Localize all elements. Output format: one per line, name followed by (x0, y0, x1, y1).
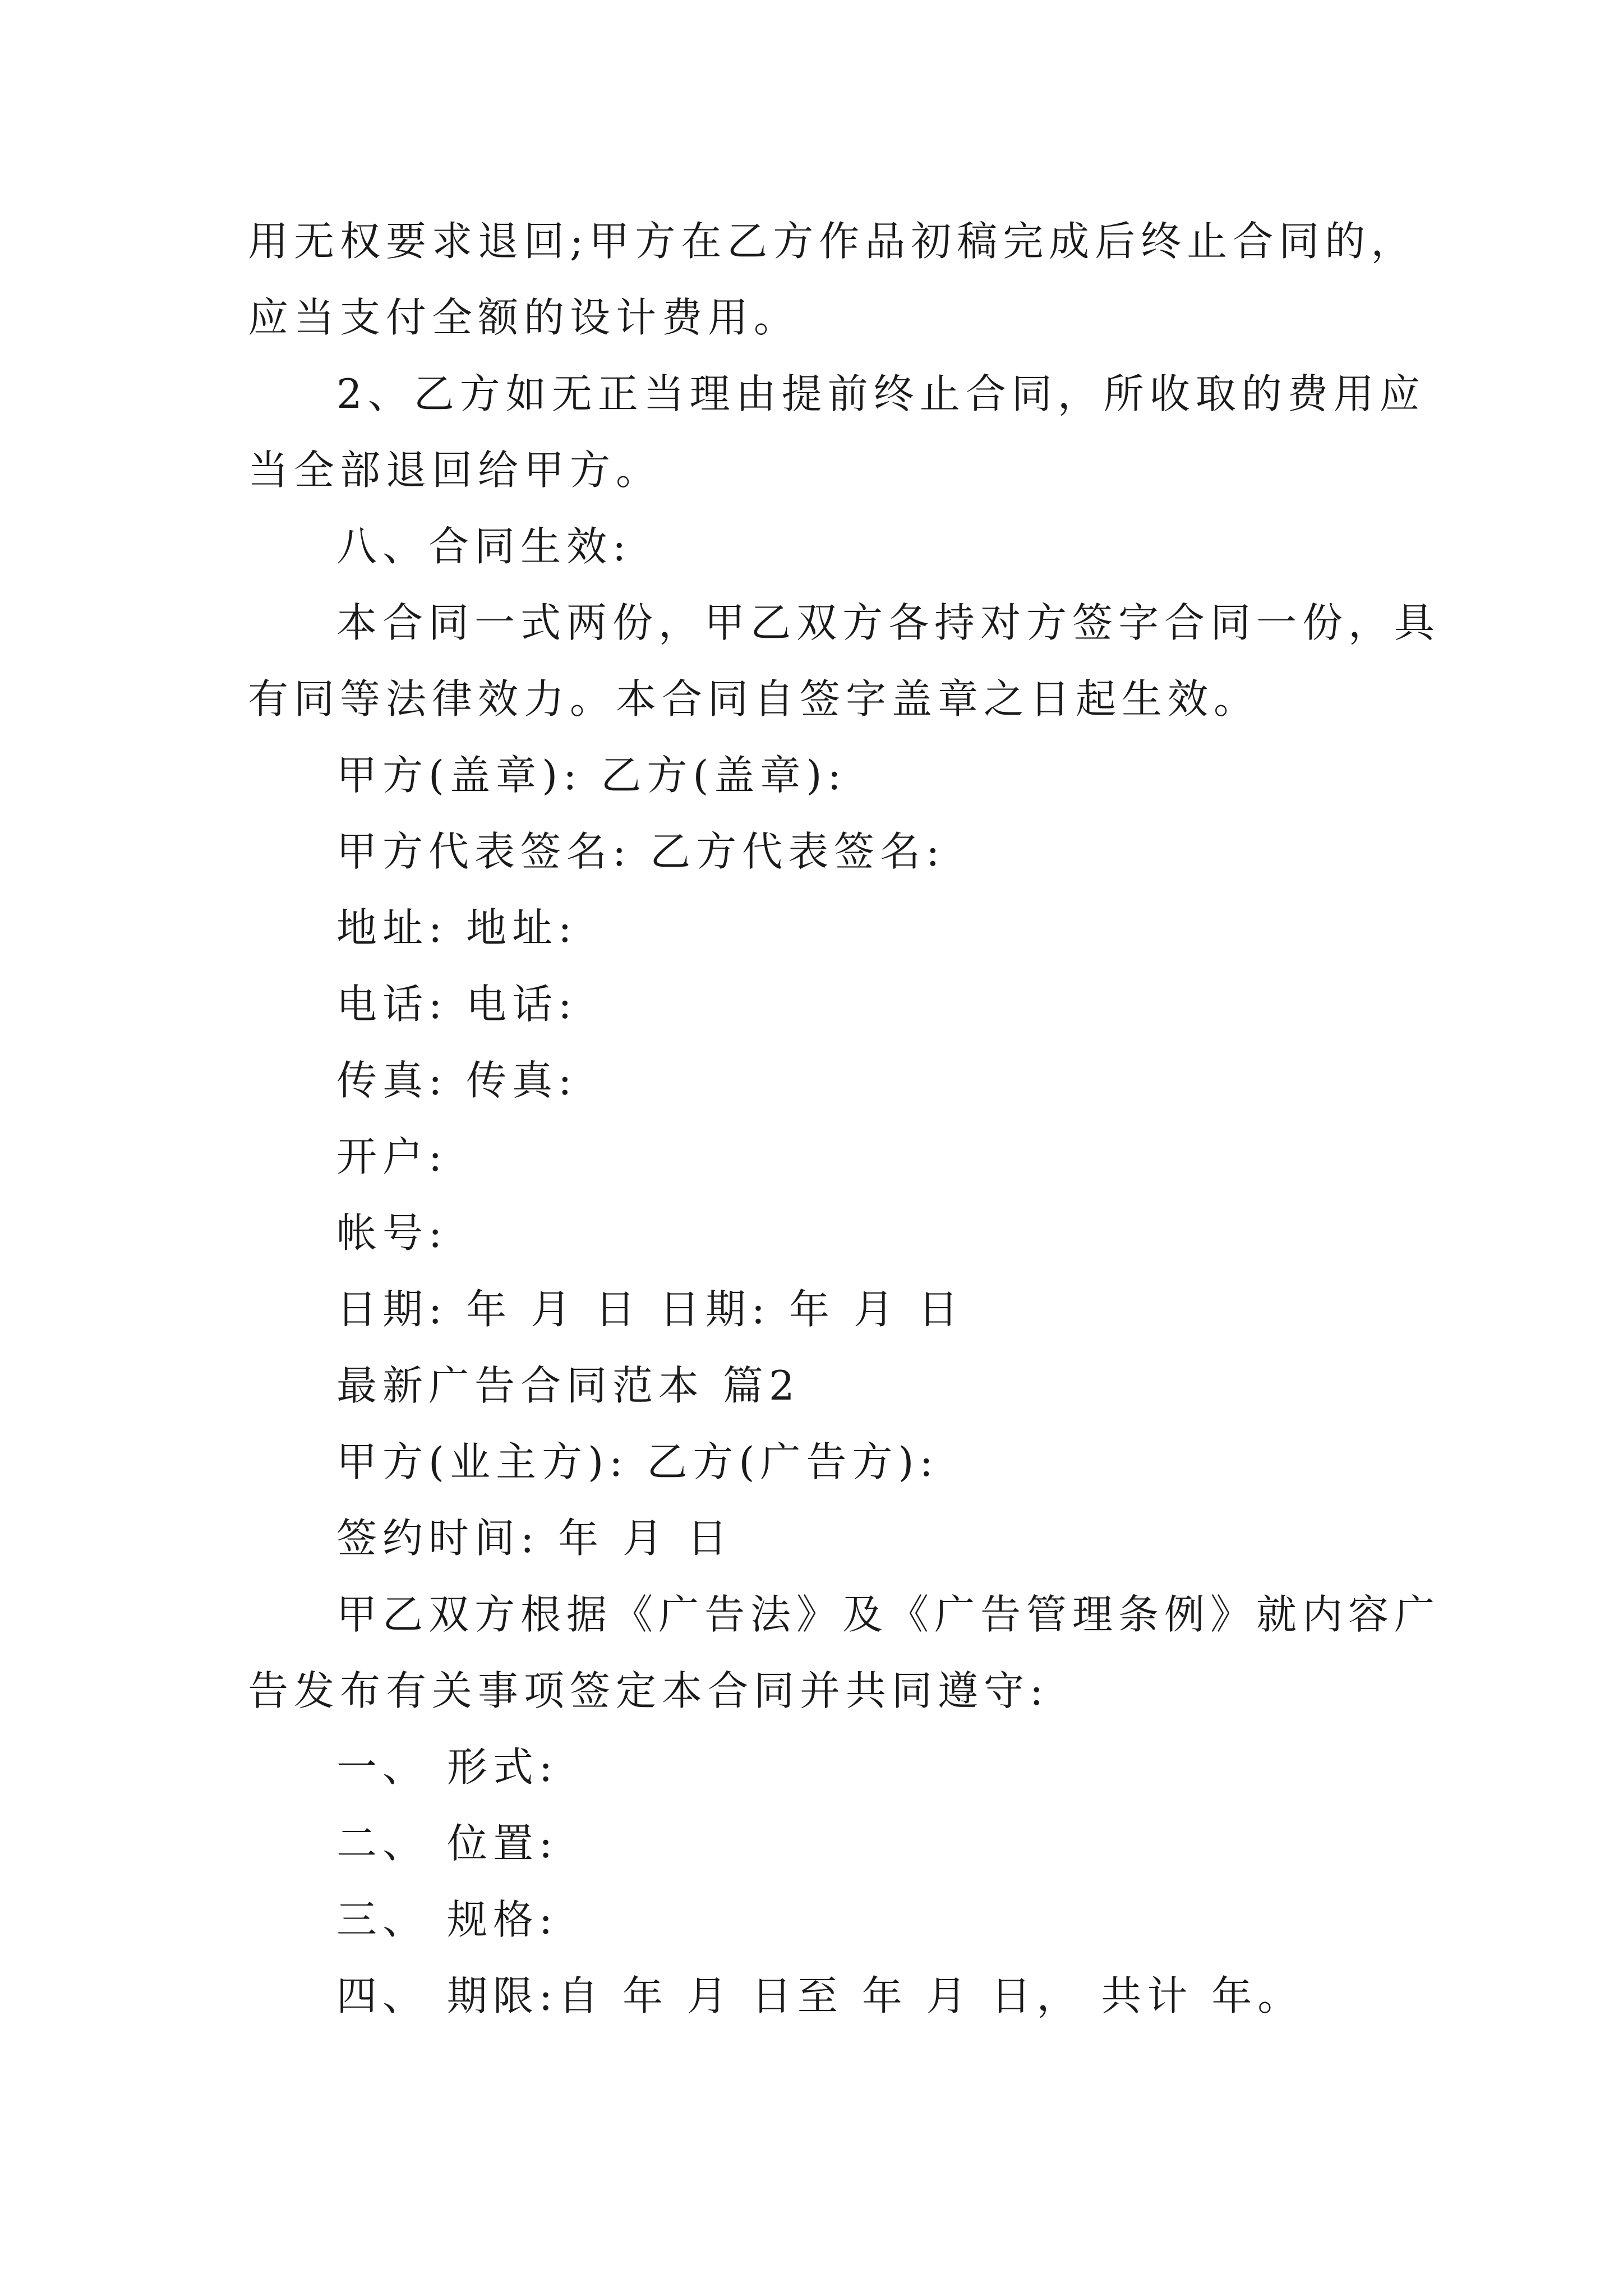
clause-line: 四、 期限:自 年 月 日至 年 月 日， 共计 年。 (336, 1972, 1304, 2019)
signing-date-line: 签约时间: 年 月 日 (336, 1515, 733, 1562)
account-line: 帐号: (336, 1209, 448, 1257)
paragraph-line: 本合同一式两份，甲乙双方各持对方签字合同一份，具 (336, 599, 1441, 646)
paragraph-line: 告发布有关事项签定本合同并共同遵守: (248, 1667, 1049, 1714)
paragraph-line: 用无权要求退回;甲方在乙方作品初稿完成后终止合同的， (248, 218, 1417, 265)
paragraph-line: 甲乙双方根据《广告法》及《广告管理条例》就内容广 (336, 1591, 1441, 1638)
bank-line: 开户: (336, 1133, 448, 1180)
clause-line: 三、 规格: (336, 1896, 559, 1943)
paragraph-line: 应当支付全额的设计费用。 (248, 294, 800, 341)
paragraph-line: 有同等法律效力。本合同自签字盖章之日起生效。 (248, 675, 1260, 723)
seal-line: 甲方(盖章): 乙方(盖章): (336, 752, 847, 799)
address-line: 地址: 地址: (336, 904, 578, 951)
fax-line: 传真: 传真: (336, 1057, 578, 1104)
document-title: 最新广告合同范本 篇2 (336, 1362, 800, 1409)
section-heading: 八、合同生效: (336, 523, 632, 570)
date-line: 日期: 年 月 日 日期: 年 月 日 (336, 1286, 964, 1333)
paragraph-line: 2、乙方如无正当理由提前终止合同，所收取的费用应 (336, 370, 1426, 417)
paragraph-line: 当全部退回给甲方。 (248, 447, 662, 494)
signature-line: 甲方代表签名: 乙方代表签名: (336, 828, 946, 875)
phone-line: 电话: 电话: (336, 981, 578, 1028)
document-body (248, 203, 1441, 2034)
clause-line: 一、 形式: (336, 1743, 559, 1791)
clause-line: 二、 位置: (336, 1820, 559, 1867)
parties-line: 甲方(业主方): 乙方(广告方): (336, 1438, 939, 1485)
